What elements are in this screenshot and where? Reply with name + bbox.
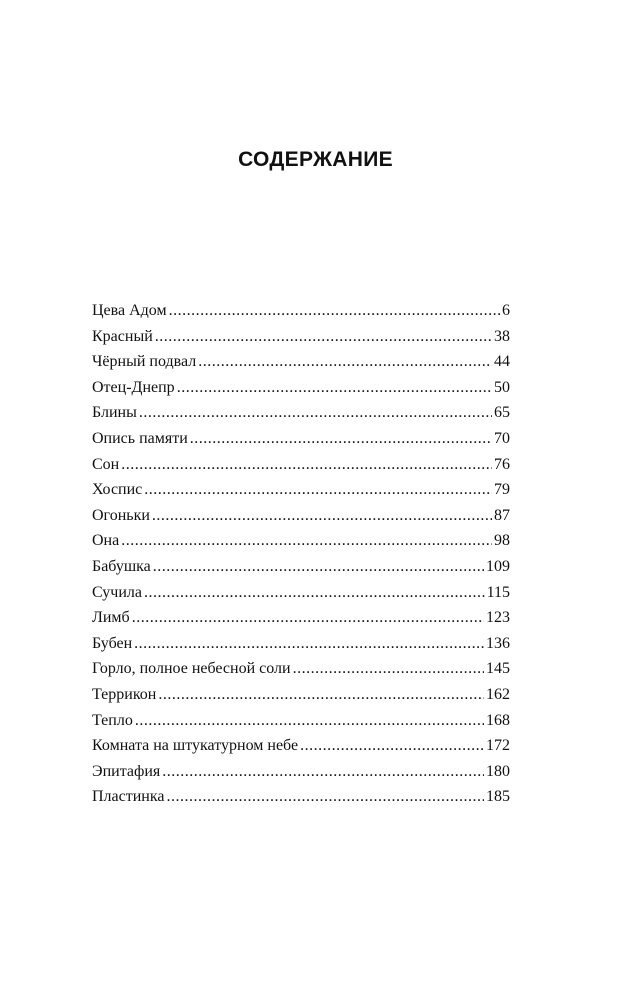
toc-entry-page: 168 bbox=[486, 711, 510, 729]
toc-leader-dots bbox=[177, 375, 492, 401]
toc-entry-page: 6 bbox=[502, 302, 510, 319]
toc-entry-page: 172 bbox=[486, 737, 510, 755]
toc-entry-title: Горло, полное небесной соли bbox=[92, 660, 291, 678]
toc-entry-page: 136 bbox=[486, 634, 510, 652]
toc-entry-page: 87 bbox=[494, 506, 510, 524]
toc-entry-title: Сон bbox=[92, 455, 120, 473]
toc-leader-dots bbox=[144, 580, 485, 606]
toc-entry-title: Комната на штукатурном небе bbox=[92, 737, 299, 755]
toc-entry-title: Чёрный подвал bbox=[92, 353, 197, 371]
toc-entry bbox=[92, 656, 510, 682]
page-title: СОДЕРЖАНИЕ bbox=[238, 148, 393, 171]
toc-entry bbox=[92, 349, 510, 375]
toc-entry-page: 70 bbox=[494, 429, 510, 447]
toc-entry-page: 109 bbox=[486, 557, 510, 575]
toc-entry bbox=[92, 784, 510, 810]
toc-entry bbox=[92, 375, 510, 401]
toc-entry-title: Бабушка bbox=[92, 557, 151, 575]
toc-entry-title: Сучила bbox=[92, 583, 142, 601]
toc-leader-dots bbox=[134, 631, 484, 657]
toc-entry-title: Эпитафия bbox=[92, 762, 161, 780]
toc-entry-page: 79 bbox=[494, 481, 510, 499]
toc-leader-dots bbox=[300, 733, 484, 759]
toc-entry-page: 65 bbox=[494, 404, 510, 422]
toc-entry bbox=[92, 708, 510, 734]
toc-entry-page: 98 bbox=[494, 532, 510, 550]
table-of-contents bbox=[92, 298, 510, 810]
toc-entry bbox=[92, 759, 510, 785]
toc-entry-page: 50 bbox=[494, 378, 510, 396]
toc-entry bbox=[92, 426, 510, 452]
toc-leader-dots bbox=[139, 400, 492, 426]
toc-entry-page: 44 bbox=[494, 353, 510, 371]
toc-entry bbox=[92, 733, 510, 759]
toc-entry-page: 185 bbox=[486, 788, 510, 806]
toc-leader-dots bbox=[132, 605, 484, 631]
toc-entry bbox=[92, 400, 510, 426]
toc-leader-dots bbox=[190, 426, 492, 452]
toc-leader-dots bbox=[121, 452, 492, 478]
toc-leader-dots bbox=[144, 477, 492, 503]
toc-leader-dots bbox=[135, 708, 484, 734]
toc-entry bbox=[92, 324, 510, 350]
toc-entry-title: Цева Адом bbox=[92, 302, 167, 319]
toc-entry-page: 180 bbox=[486, 762, 510, 780]
toc-leader-dots bbox=[153, 554, 484, 580]
toc-entry bbox=[92, 605, 510, 631]
toc-leader-dots bbox=[162, 759, 484, 785]
toc-leader-dots bbox=[121, 528, 492, 554]
toc-entry-title: Террикон bbox=[92, 685, 157, 703]
toc-entry-title: Огоньки bbox=[92, 506, 150, 524]
toc-leader-dots bbox=[167, 784, 485, 810]
toc-leader-dots bbox=[152, 503, 492, 529]
toc-entry-title: Красный bbox=[92, 327, 153, 345]
toc-entry bbox=[92, 452, 510, 478]
toc-entry-page: 162 bbox=[486, 685, 510, 703]
toc-entry bbox=[92, 631, 510, 657]
toc-entry-title: Опись памяти bbox=[92, 429, 188, 447]
toc-entry-page: 38 bbox=[494, 327, 510, 345]
toc-entry bbox=[92, 528, 510, 554]
toc-entry-page: 115 bbox=[486, 583, 510, 601]
toc-leader-dots bbox=[293, 656, 484, 682]
toc-entry-page: 145 bbox=[486, 660, 510, 678]
toc-entry-title: Хоспис bbox=[92, 481, 143, 499]
toc-entry-title: Лимб bbox=[92, 609, 130, 627]
toc-entry bbox=[92, 554, 510, 580]
toc-entry bbox=[92, 503, 510, 529]
toc-entry-page: 123 bbox=[486, 609, 510, 627]
toc-leader-dots bbox=[158, 682, 484, 708]
toc-entry-title: Пластинка bbox=[92, 788, 165, 806]
toc-entry bbox=[92, 682, 510, 708]
toc-entry-title: Бубен bbox=[92, 634, 133, 652]
toc-entry bbox=[92, 580, 510, 606]
toc-entry-title: Тепло bbox=[92, 711, 133, 729]
toc-entry bbox=[92, 298, 510, 324]
toc-entry-title: Отец-Днепр bbox=[92, 378, 175, 396]
toc-entry-title: Блины bbox=[92, 404, 137, 422]
toc-entry bbox=[92, 477, 510, 503]
toc-leader-dots bbox=[155, 324, 492, 350]
toc-leader-dots bbox=[169, 298, 500, 324]
toc-leader-dots bbox=[198, 349, 492, 375]
toc-entry-title: Она bbox=[92, 532, 120, 550]
toc-entry-page: 76 bbox=[494, 455, 510, 473]
